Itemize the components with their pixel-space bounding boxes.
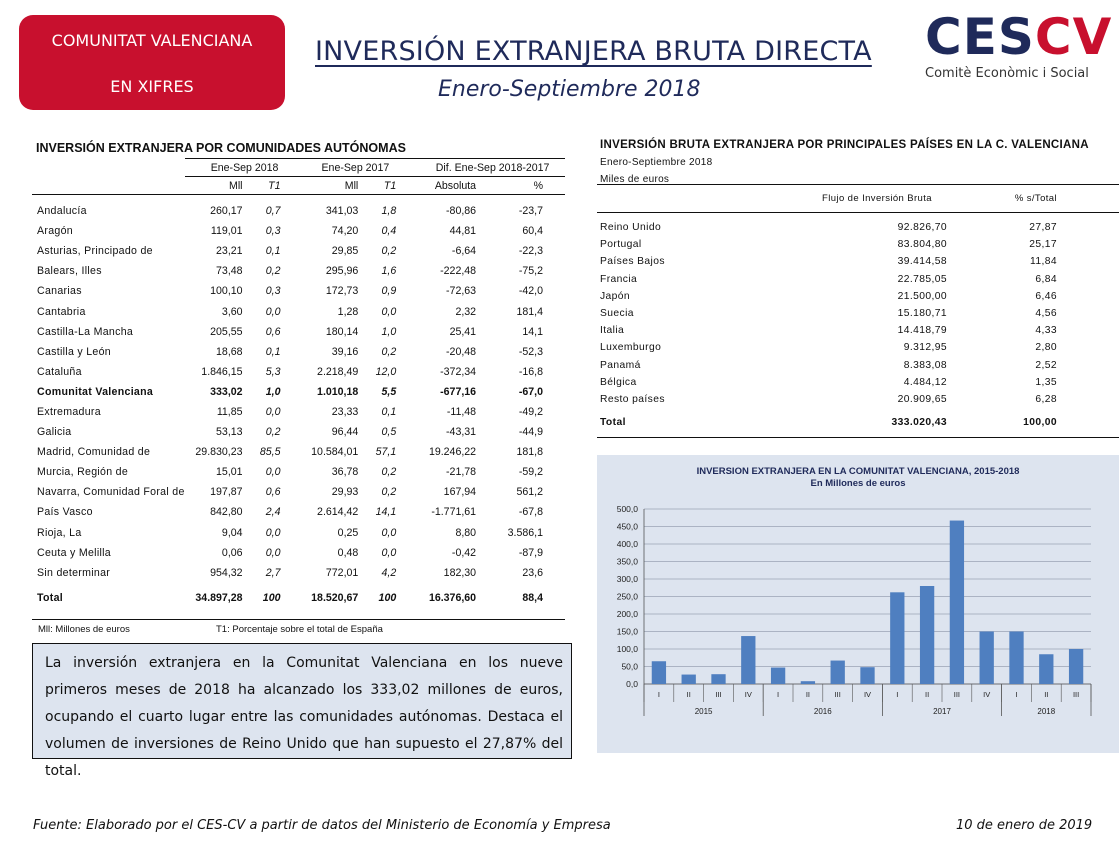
y-tick-label: 500,0 <box>616 504 638 514</box>
row-label: Cantabria <box>37 305 86 318</box>
country-value: 20.909,65 <box>897 393 947 405</box>
x-tick-label: I <box>1015 690 1018 699</box>
sub-header: Mll <box>290 177 370 195</box>
country-value: 11,84 <box>1029 256 1057 268</box>
row-value: 100 <box>262 591 281 604</box>
row-value: 0,1 <box>381 405 397 418</box>
row-label: Total <box>37 591 64 604</box>
table-row <box>32 221 565 241</box>
chart-bar <box>920 586 934 684</box>
row-value: -20,48 <box>446 345 477 358</box>
row-value: 5,3 <box>265 365 281 378</box>
row-value: 0,9 <box>381 285 397 298</box>
table-row <box>32 342 565 362</box>
row-value: 36,78 <box>331 466 359 479</box>
row-label: País Vasco <box>37 506 93 519</box>
row-value: 842,80 <box>210 506 243 519</box>
country-value: 6,46 <box>1035 290 1057 302</box>
row-value: 23,33 <box>331 405 359 418</box>
row-value: -87,9 <box>518 546 543 559</box>
row-label: Balears, Illes <box>37 265 102 278</box>
table-row <box>597 236 1119 253</box>
row-label: Canarias <box>37 285 82 298</box>
country-value: 83.804,80 <box>897 239 947 251</box>
row-value: 2,32 <box>455 305 477 318</box>
investment-chart <box>597 455 1119 753</box>
chart-bar <box>771 668 785 684</box>
country-label: Resto países <box>600 393 665 405</box>
chart-bar <box>682 675 696 684</box>
page-title: INVERSIÓN EXTRANJERA BRUTA DIRECTA <box>315 36 872 67</box>
y-tick-label: 100,0 <box>616 644 638 654</box>
chart-bar <box>652 661 666 684</box>
x-tick-label: IV <box>983 690 991 699</box>
row-value: -67,0 <box>518 385 543 398</box>
group-label: 2018 <box>1037 707 1056 716</box>
row-value: -75,2 <box>518 265 543 278</box>
row-value: 205,55 <box>210 325 243 338</box>
row-value: 25,41 <box>449 325 477 338</box>
row-value: 9,04 <box>221 526 243 539</box>
group-label: 2017 <box>933 707 951 716</box>
row-value: 1.010,18 <box>317 385 359 398</box>
row-value: 2,7 <box>265 566 281 579</box>
row-value: 182,30 <box>443 566 477 579</box>
row-value: 88,4 <box>522 591 543 604</box>
row-value: 0,7 <box>265 205 281 218</box>
row-value: 23,21 <box>216 245 243 258</box>
sub-header: T1 <box>255 177 291 195</box>
sub-header: Mll <box>185 177 255 195</box>
country-value: 27,87 <box>1029 222 1057 234</box>
row-value: 1,0 <box>381 325 397 338</box>
row-value: 181,8 <box>516 446 543 459</box>
y-tick-label: 350,0 <box>616 556 638 567</box>
country-label: Francia <box>600 273 638 285</box>
table-row <box>32 281 565 301</box>
country-label: Japón <box>600 290 631 302</box>
row-value: 0,6 <box>265 486 281 499</box>
country-value: 92.826,70 <box>897 222 947 234</box>
row-label: Comunitat Valenciana <box>37 385 154 398</box>
countries-header-pct: % s/Total <box>947 185 1057 213</box>
row-value: 260,17 <box>210 205 243 218</box>
row-value: 18,68 <box>216 345 243 358</box>
row-value: 333,02 <box>210 385 243 398</box>
row-value: 180,14 <box>325 325 359 338</box>
country-label: Italia <box>600 325 625 337</box>
row-value: -59,2 <box>518 466 543 479</box>
row-value: -42,0 <box>518 285 543 298</box>
table-row <box>32 422 565 442</box>
table-row <box>32 322 565 342</box>
row-value: 561,2 <box>516 486 543 499</box>
x-tick-label: II <box>925 690 930 699</box>
row-value: -52,3 <box>518 345 543 358</box>
badge-line-2: EN XIFRES <box>110 77 194 96</box>
country-label: Panamá <box>600 359 641 371</box>
country-value: 4.484,12 <box>903 376 947 388</box>
date-footer: 10 de enero de 2019 <box>956 818 1093 833</box>
row-value: 34.897,28 <box>195 591 243 604</box>
row-value: 0,2 <box>381 486 397 499</box>
row-label: Navarra, Comunidad Foral de <box>37 486 185 499</box>
row-value: 181,4 <box>516 305 543 318</box>
row-value: -22,3 <box>518 245 543 258</box>
table-row <box>32 563 565 583</box>
row-value: 0,0 <box>381 546 397 559</box>
chart-bar <box>801 681 815 684</box>
table-row <box>597 288 1119 305</box>
table-row <box>597 271 1119 288</box>
country-value: 2,52 <box>1035 359 1057 371</box>
group-label: 2015 <box>694 707 713 716</box>
sub-header: Absoluta <box>406 177 488 195</box>
row-value: 0,4 <box>381 225 397 238</box>
regions-footnote-t1: T1: Porcentaje sobre el total de España <box>216 624 383 635</box>
logo-subtitle: Comitè Econòmic i Social <box>925 66 1089 81</box>
table-row <box>597 305 1119 322</box>
chart-bar <box>741 636 755 684</box>
group-header-dif: Dif. Ene-Sep 2018-2017 <box>406 159 565 177</box>
page-subtitle: Enero-Septiembre 2018 <box>438 77 701 102</box>
country-value: 15.180,71 <box>897 308 947 320</box>
row-value: 3.586,1 <box>507 526 543 539</box>
chart-bar <box>1039 654 1053 684</box>
regions-table-title: INVERSIÓN EXTRANJERA POR COMUNIDADES AUTÓNOMAS <box>36 141 406 155</box>
row-value: -11,48 <box>446 405 477 418</box>
country-value: 22.785,05 <box>897 273 947 285</box>
row-value: 39,16 <box>331 345 359 358</box>
table-row <box>597 253 1119 270</box>
row-value: 29,93 <box>331 486 359 499</box>
row-label: Castilla-La Mancha <box>37 325 134 338</box>
row-value: -372,34 <box>440 365 477 378</box>
row-label: Cataluña <box>37 365 82 378</box>
row-value: 0,0 <box>381 305 397 318</box>
row-value: 12,0 <box>375 365 397 378</box>
row-value: 0,2 <box>265 426 281 439</box>
table-row <box>32 261 565 281</box>
row-value: 0,06 <box>221 546 243 559</box>
row-label: Extremadura <box>37 405 101 418</box>
country-label: Luxemburgo <box>600 342 662 354</box>
row-value: 0,1 <box>265 245 281 258</box>
row-value: 0,6 <box>265 325 281 338</box>
sub-header: T1 <box>370 177 406 195</box>
logo-text-cv: CV <box>1034 8 1113 66</box>
row-value: -16,8 <box>518 365 543 378</box>
table-row <box>32 201 565 221</box>
row-label: Andalucía <box>37 205 87 218</box>
y-tick-label: 150,0 <box>616 626 638 637</box>
countries-header-flow: Flujo de Inversión Bruta <box>797 185 947 213</box>
x-tick-label: IV <box>744 690 752 699</box>
section-badge <box>19 15 285 110</box>
row-value: 2.614,42 <box>317 506 359 519</box>
table-row <box>32 241 565 261</box>
country-value: 21.500,00 <box>897 290 947 302</box>
investment-chart-svg <box>597 455 1119 753</box>
chart-bar <box>831 661 845 684</box>
table-row <box>32 402 565 422</box>
row-value: -72,63 <box>446 285 477 298</box>
row-value: -23,7 <box>518 205 543 218</box>
total-row <box>32 583 565 613</box>
chart-bar <box>1069 649 1083 684</box>
row-label: Madrid, Comunidad de <box>37 446 151 459</box>
x-tick-label: IV <box>863 690 872 699</box>
table-row <box>32 523 565 543</box>
row-value: 1,28 <box>337 305 359 318</box>
row-value: 0,2 <box>381 466 397 479</box>
row-value: 1,6 <box>381 265 397 278</box>
row-value: 14,1 <box>522 325 543 338</box>
countries-table-title: INVERSIÓN BRUTA EXTRANJERA POR PRINCIPALES PAÍSES EN LA C. VALENCIANA <box>600 139 1089 151</box>
row-value: 295,96 <box>325 265 359 278</box>
country-value: 25,17 <box>1029 239 1057 251</box>
source-footer: Fuente: Elaborado por el CES-CV a partir de datos del Ministerio de Economía y Empresa <box>33 818 611 833</box>
row-value: 18.520,67 <box>311 591 359 604</box>
country-label: Países Bajos <box>600 256 665 268</box>
chart-title: INVERSION EXTRANJERA EN LA COMUNITAT VALENCIANA, 2015-2018 <box>696 466 1020 477</box>
row-value: 8,80 <box>455 526 477 539</box>
row-value: 100,10 <box>210 285 243 298</box>
row-value: 3,60 <box>221 305 243 318</box>
row-value: 11,85 <box>216 405 243 418</box>
row-label: Galicia <box>37 426 72 439</box>
row-label: Murcia, Región de <box>37 466 129 479</box>
row-value: 197,87 <box>210 486 243 499</box>
country-value: 6,28 <box>1035 393 1057 405</box>
chart-bar <box>980 632 994 685</box>
group-header-2017: Ene-Sep 2017 <box>290 159 406 177</box>
country-value: 39.414,58 <box>897 256 947 268</box>
row-value: 85,5 <box>259 446 281 459</box>
country-value: 9.312,95 <box>903 342 947 354</box>
x-tick-label: III <box>834 690 841 699</box>
table-row <box>597 219 1119 236</box>
row-value: 73,48 <box>216 265 243 278</box>
row-value: 2.218,49 <box>317 365 359 378</box>
total-row <box>597 408 1119 438</box>
row-value: 10.584,01 <box>311 446 359 459</box>
row-value: 60,4 <box>522 225 543 238</box>
x-tick-label: II <box>805 690 810 699</box>
row-value: -67,8 <box>518 506 543 519</box>
row-value: 0,1 <box>265 345 281 358</box>
country-label: Portugal <box>600 239 642 251</box>
row-value: 57,1 <box>375 446 397 459</box>
x-tick-label: I <box>777 690 780 699</box>
row-value: 23,6 <box>522 566 543 579</box>
table-row <box>597 322 1119 339</box>
country-label: Reino Unido <box>600 222 662 234</box>
x-tick-label: III <box>953 690 961 699</box>
row-value: -80,86 <box>446 205 477 218</box>
country-value: 6,84 <box>1035 273 1057 285</box>
row-value: -222,48 <box>440 265 477 278</box>
country-value: 1,35 <box>1035 376 1057 388</box>
regions-footnote-units: Mll: Millones de euros <box>38 624 130 635</box>
row-value: 954,32 <box>210 566 243 579</box>
row-value: 0,0 <box>265 526 281 539</box>
row-value: 15,01 <box>216 466 243 479</box>
summary-note: La inversión extranjera en la Comunitat Valenciana en los nueve primeros meses de 2018 ha alcanzado los 333,02 millones de euros, ocupando el cuarto lugar entre las comunidades autónomas. Destaca el volumen de inversiones de Reino Unido que han supuesto el 27,87% del total. <box>32 643 572 759</box>
row-label: Sin determinar <box>37 566 111 579</box>
x-tick-label: II <box>1044 690 1049 699</box>
y-tick-label: 250,0 <box>616 591 638 602</box>
country-value: 100,00 <box>947 408 1057 438</box>
row-label: Aragón <box>37 225 73 238</box>
row-value: 29.830,23 <box>195 446 243 459</box>
table-row <box>32 442 565 462</box>
row-value: 341,03 <box>325 205 359 218</box>
y-tick-label: 50,0 <box>621 661 638 672</box>
row-value: 0,0 <box>381 526 397 539</box>
row-value: -43,31 <box>446 426 477 439</box>
x-tick-label: I <box>896 690 899 699</box>
row-value: -49,2 <box>518 405 543 418</box>
row-value: 19.246,22 <box>428 446 477 459</box>
row-value: 0,2 <box>381 345 397 358</box>
row-value: 167,94 <box>443 486 477 499</box>
row-value: -44,9 <box>518 426 543 439</box>
country-value: 4,33 <box>1035 325 1057 337</box>
row-value: 53,13 <box>216 426 243 439</box>
row-value: -1.771,61 <box>431 506 477 519</box>
y-tick-label: 450,0 <box>616 521 638 532</box>
row-value: 4,2 <box>381 566 397 579</box>
row-value: 0,0 <box>265 546 281 559</box>
country-value: 14.418,79 <box>897 325 947 337</box>
row-label: Castilla y León <box>37 345 111 358</box>
row-value: 96,44 <box>331 426 359 439</box>
y-tick-label: 300,0 <box>616 574 638 584</box>
row-label: Ceuta y Melilla <box>37 546 111 559</box>
regions-table-bottom-rule <box>32 619 565 620</box>
country-value: 2,80 <box>1035 342 1057 354</box>
countries-units: Miles de euros <box>600 174 670 185</box>
y-tick-label: 400,0 <box>616 539 638 549</box>
countries-period: Enero-Septiembre 2018 <box>600 157 713 168</box>
row-value: 0,5 <box>381 426 397 439</box>
cescv-logo <box>925 8 1113 84</box>
table-row <box>597 374 1119 391</box>
sub-header: % <box>488 177 565 195</box>
row-value: -6,64 <box>451 245 477 258</box>
x-tick-label: I <box>657 690 660 699</box>
row-value: -677,16 <box>440 385 477 398</box>
row-value: 0,2 <box>265 265 281 278</box>
row-value: 1,0 <box>265 385 281 398</box>
table-row <box>32 301 565 321</box>
group-label: 2016 <box>813 707 832 716</box>
chart-bar <box>890 592 904 684</box>
group-header-2018: Ene-Sep 2018 <box>185 159 291 177</box>
regions-table <box>32 158 565 613</box>
row-value: 0,0 <box>265 466 281 479</box>
row-label: Asturias, Principado de <box>37 245 153 258</box>
table-row <box>597 339 1119 356</box>
row-value: 2,4 <box>265 506 281 519</box>
row-value: 0,2 <box>381 245 397 258</box>
row-value: 0,3 <box>265 225 281 238</box>
chart-subtitle: En Millones de euros <box>810 478 906 489</box>
chart-bar <box>1009 632 1023 685</box>
table-row <box>32 462 565 482</box>
country-label: Suecia <box>600 308 634 320</box>
row-value: 1,8 <box>381 205 397 218</box>
row-value: 172,73 <box>325 285 359 298</box>
row-value: -21,78 <box>446 466 477 479</box>
row-value: 0,0 <box>265 405 281 418</box>
chart-bar <box>950 521 964 684</box>
country-value: 4,56 <box>1035 308 1057 320</box>
countries-table <box>597 184 1119 438</box>
country-label: Bélgica <box>600 376 637 388</box>
row-value: 14,1 <box>375 506 397 519</box>
row-value: 0,48 <box>337 546 359 559</box>
row-value: 0,3 <box>265 285 281 298</box>
country-value: 333.020,43 <box>797 408 947 438</box>
table-row <box>32 502 565 522</box>
row-value: 16.376,60 <box>428 591 477 604</box>
row-value: 772,01 <box>325 566 359 579</box>
row-value: -0,42 <box>451 546 477 559</box>
row-value: 5,5 <box>381 385 397 398</box>
y-tick-label: 200,0 <box>616 609 638 619</box>
table-row <box>32 382 565 402</box>
row-label: Rioja, La <box>37 526 82 539</box>
x-tick-label: III <box>715 690 722 699</box>
row-value: 119,01 <box>210 225 243 238</box>
row-value: 0,25 <box>337 526 359 539</box>
row-value: 0,0 <box>265 305 281 318</box>
row-value: 100 <box>378 591 397 604</box>
table-row <box>32 362 565 382</box>
country-label: Total <box>597 408 797 438</box>
row-value: 74,20 <box>331 225 359 238</box>
table-row <box>32 482 565 502</box>
country-value: 8.383,08 <box>903 359 947 371</box>
chart-bar <box>860 667 874 684</box>
logo-text-ces: CES <box>925 8 1035 66</box>
row-value: 44,81 <box>449 225 477 238</box>
badge-line-1: COMUNITAT VALENCIANA <box>51 31 253 50</box>
table-row <box>597 391 1119 408</box>
row-value: 1.846,15 <box>201 365 243 378</box>
table-row <box>597 357 1119 374</box>
row-value: 29,85 <box>331 245 359 258</box>
x-tick-label: II <box>686 690 691 699</box>
x-tick-label: III <box>1072 690 1080 699</box>
table-row <box>32 543 565 563</box>
y-tick-label: 0,0 <box>626 679 638 689</box>
chart-bar <box>711 674 725 684</box>
